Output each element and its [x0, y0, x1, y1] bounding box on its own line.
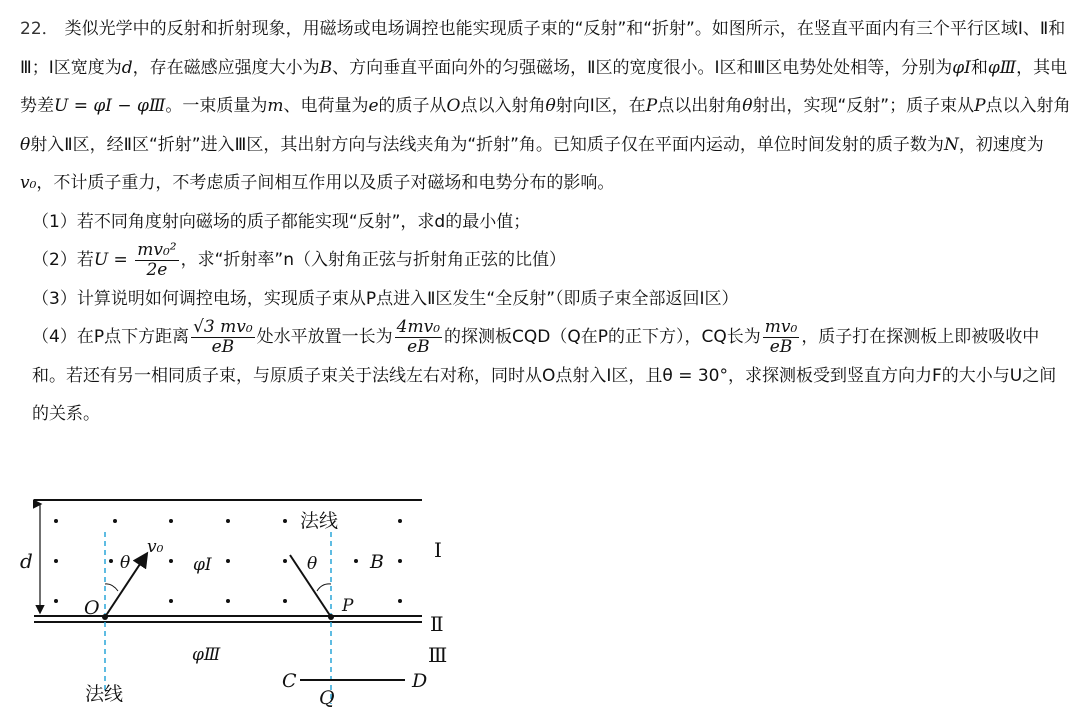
- field-dot: [398, 599, 402, 603]
- physics-diagram: [12, 494, 462, 712]
- intro-text: 射入Ⅱ区，经Ⅱ区“折射”进入Ⅲ区，其出射方向与法线夹角为“折射”角。已知质子仅在平面内运动，单位时间发射的质子数为: [30, 134, 944, 155]
- label-region-III: Ⅲ: [428, 643, 448, 667]
- intro-text: 和: [970, 57, 988, 78]
- theta-arc-left: [105, 584, 118, 591]
- symbol-P: P: [645, 96, 658, 116]
- symbol-v0: v₀: [20, 173, 37, 193]
- fraction-numerator: mv₀: [764, 316, 798, 337]
- diagram-svg: [12, 494, 462, 712]
- label-d: d: [20, 549, 33, 573]
- fraction-denominator: 2e: [146, 259, 168, 280]
- symbol-N: N: [943, 134, 959, 155]
- label-P: P: [342, 596, 354, 616]
- q4-text: ，质子打在探测板上即被吸收中和。若还有另一相同质子束，与原质子束关于法线左右对称，同时从O点射入Ⅰ区，且θ = 30°，求探测板受到竖直方向力F的大小与U之间的关系。: [32, 327, 1057, 424]
- intro-text: 的质子从: [378, 96, 447, 116]
- intro-text: ，其电势差: [20, 57, 1068, 116]
- fraction-denominator: eB: [211, 336, 235, 357]
- label-O: O: [84, 597, 100, 619]
- symbol-P: P: [974, 96, 986, 116]
- q4-text: （4）在P点下方距离: [32, 327, 190, 347]
- intro-text: 点以入射角: [985, 96, 1071, 116]
- field-dot: [283, 519, 287, 523]
- intro-text: 。一束质量为: [165, 96, 268, 116]
- sub-question-2: [20, 241, 1072, 280]
- intro-text: 、电荷量为: [283, 96, 369, 116]
- label-normal-bottom: 法线: [85, 683, 124, 705]
- label-D: D: [412, 670, 428, 692]
- field-dot: [354, 559, 358, 563]
- problem-intro: [20, 10, 1072, 203]
- label-phi1: φⅠ: [193, 555, 212, 575]
- intro-text: ，初速度为: [958, 134, 1044, 155]
- label-C: C: [282, 670, 297, 692]
- question-number: 22．: [20, 19, 59, 39]
- fraction-denominator: eB: [407, 336, 430, 357]
- field-dot: [169, 599, 173, 603]
- point-P: [328, 614, 334, 620]
- theta-arc-right: [317, 584, 331, 591]
- q2-text: ，求“折射率”n（入射角正弦与折射角正弦的比值）: [180, 250, 566, 270]
- label-theta-right: θ: [307, 554, 318, 574]
- intro-text: 点以出射角: [657, 96, 743, 116]
- symbol-theta: θ: [742, 96, 753, 116]
- point-O: [102, 614, 108, 620]
- intro-text: 射出，实现“反射”；质子束从: [752, 96, 975, 116]
- field-dot: [283, 599, 287, 603]
- intro-text: ，不计质子重力，不考虑质子间相互作用以及质子对磁场和电势分布的影响。: [36, 173, 615, 193]
- intro-text: 射向Ⅰ区，在: [555, 96, 646, 116]
- field-dot: [113, 519, 117, 523]
- symbol-B: B: [319, 57, 333, 78]
- label-theta-left: θ: [120, 553, 131, 573]
- symbol-m: m: [267, 96, 284, 116]
- label-Q: Q: [319, 687, 335, 709]
- sub-question-3: （3）计算说明如何调控电场，实现质子束从P点进入Ⅱ区发生“全反射”（即质子束全部返回Ⅰ区）: [32, 288, 739, 309]
- fraction-numerator: √3 mv₀: [193, 316, 253, 337]
- field-dot: [169, 519, 173, 523]
- problem-22: [20, 10, 1072, 434]
- q4-fraction-length: [395, 316, 442, 357]
- equation-U: U = φⅠ − φⅢ: [54, 96, 166, 116]
- symbol-e: e: [368, 96, 379, 116]
- field-dot: [398, 519, 402, 523]
- intro-text: 、方向垂直平面向外的匀强磁场，Ⅱ区的宽度很小。Ⅰ区和Ⅲ区电势处处相等，分别为: [332, 57, 953, 78]
- q4-fraction-distance: [191, 316, 255, 357]
- symbol-theta: θ: [545, 96, 556, 116]
- field-dot: [169, 559, 173, 563]
- intro-text: 类似光学中的反射和折射现象，用磁场或电场调控也能实现质子束的“反射”和“折射”。如图所示，在竖直平面内有三个平行区域Ⅰ、Ⅱ和Ⅲ；Ⅰ区宽度为: [20, 19, 1066, 78]
- fraction-numerator: mv₀²: [137, 239, 177, 260]
- q2-text: （2）若: [32, 250, 94, 270]
- symbol-d: d: [121, 57, 133, 78]
- field-dot: [109, 559, 113, 563]
- fraction-numerator: 4mv₀: [396, 316, 441, 337]
- symbol-O: O: [446, 96, 461, 116]
- q2-equation-U: U =: [93, 250, 128, 270]
- magnetic-field-dots: [54, 519, 402, 603]
- label-region-II: Ⅱ: [430, 612, 444, 636]
- q4-text: 的探测板CQD（Q在P的正下方），CQ长为: [444, 327, 761, 347]
- field-dot: [226, 559, 230, 563]
- symbol-theta: θ: [20, 134, 31, 155]
- fraction-denominator: eB: [769, 336, 793, 357]
- field-dot: [226, 519, 230, 523]
- q4-text: 处水平放置一长为: [256, 327, 393, 347]
- symbol-phi1: φⅠ: [952, 57, 971, 78]
- field-dot: [283, 559, 287, 563]
- q2-fraction: [135, 239, 178, 280]
- field-dot: [54, 519, 58, 523]
- label-B: B: [370, 551, 384, 573]
- field-dot: [226, 599, 230, 603]
- field-dot: [398, 559, 402, 563]
- symbol-phi3: φⅢ: [987, 57, 1017, 78]
- label-v0: v₀: [147, 537, 164, 557]
- label-region-I: Ⅰ: [434, 538, 442, 562]
- sub-question-4: [20, 318, 1072, 434]
- sub-question-1: （1）若不同角度射向磁场的质子都能实现“反射”，求d的最小值；: [32, 211, 531, 232]
- field-dot: [54, 559, 58, 563]
- intro-text: ，存在磁感应强度大小为: [132, 57, 320, 78]
- field-dot: [54, 599, 58, 603]
- label-phi3: φⅢ: [192, 645, 221, 665]
- q4-fraction-cq: [763, 316, 800, 357]
- intro-text: 点以入射角: [460, 96, 546, 116]
- label-normal-top: 法线: [300, 510, 339, 532]
